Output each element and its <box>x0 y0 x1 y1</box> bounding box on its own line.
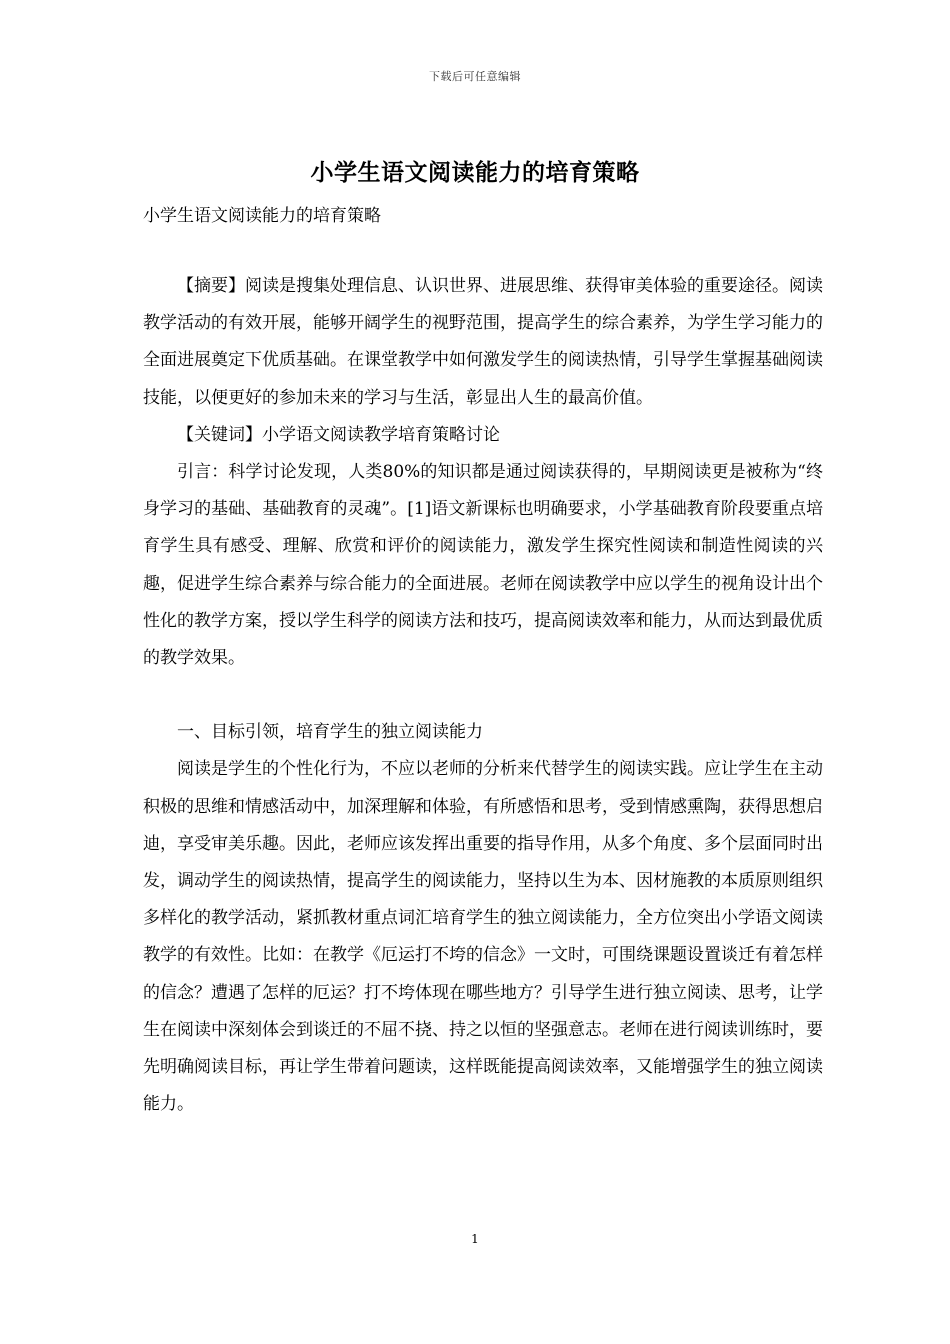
document-title: 小学生语文阅读能力的培育策略 <box>310 159 640 186</box>
page-header: 下载后可任意编辑 <box>429 70 521 83</box>
paragraph-gap <box>143 677 823 714</box>
document-subtitle: 小学生语文阅读能力的培育策略 <box>143 206 381 226</box>
section-paragraph: 阅读是学生的个性化行为，不应以老师的分析来代替学生的阅读实践。应让学生在主动积极的思维和情感活动中，加深理解和体验，有所感悟和思考，受到情感熏陶，获得思想启迪，享受审美乐趣。因此，老师应该发挥出重要的指导作用，从多个角度、多个层面同时出发，调动学生的阅读热情，提高学生的阅读能力，坚持以生为本、因材施教的本质原则组织多样化的教学活动，紧抓教材重点词汇培育学生的独立阅读能力，全方位突出小学语文阅读教学的有效性。比如：在教学《厄运打不垮的信念》一文时，可围绕课题设置谈迁有着怎样的信念？遭遇了怎样的厄运？打不垮体现在哪些地方？引导学生进行独立阅读、思考，让学生在阅读中深刻体会到谈迁的不屈不挠、持之以恒的坚强意志。老师在进行阅读训练时，要先明确阅读目标，再让学生带着问题读，这样既能提高阅读效率，又能增强学生的独立阅读能力。 <box>143 759 823 1115</box>
document-body <box>143 268 823 1123</box>
keywords-paragraph: 【关键词】小学语文阅读教学培育策略讨论 <box>177 424 500 445</box>
abstract-paragraph: 【摘要】阅读是搜集处理信息、认识世界、进展思维、获得审美体验的重要途径。阅读教学活动的有效开展，能够开阔学生的视野范围，提高学生的综合素养，为学生学习能力的全面进展奠定下优质基础。在课堂教学中如何激发学生的阅读热情，引导学生掌握基础阅读技能，以便更好的参加未来的学习与生活，彰显出人生的最高价值。 <box>143 276 823 408</box>
intro-paragraph: 引言：科学讨论发现，人类80%的知识都是通过阅读获得的，早期阅读更是被称为“终身学习的基础、基础教育的灵魂”。[1]语文新课标也明确要求，小学基础教育阶段要重点培育学生具有感受、理解、欣赏和评价的阅读能力，激发学生探究性阅读和制造性阅读的兴趣，促进学生综合素养与综合能力的全面进展。老师在阅读教学中应以学生的视角设计出个性化的教学方案，授以学生科学的阅读方法和技巧，提高阅读效率和能力，从而达到最优质的教学效果。 <box>143 462 823 669</box>
page-number: 1 <box>471 1232 479 1246</box>
section-heading: 一、目标引领，培育学生的独立阅读能力 <box>177 722 483 743</box>
